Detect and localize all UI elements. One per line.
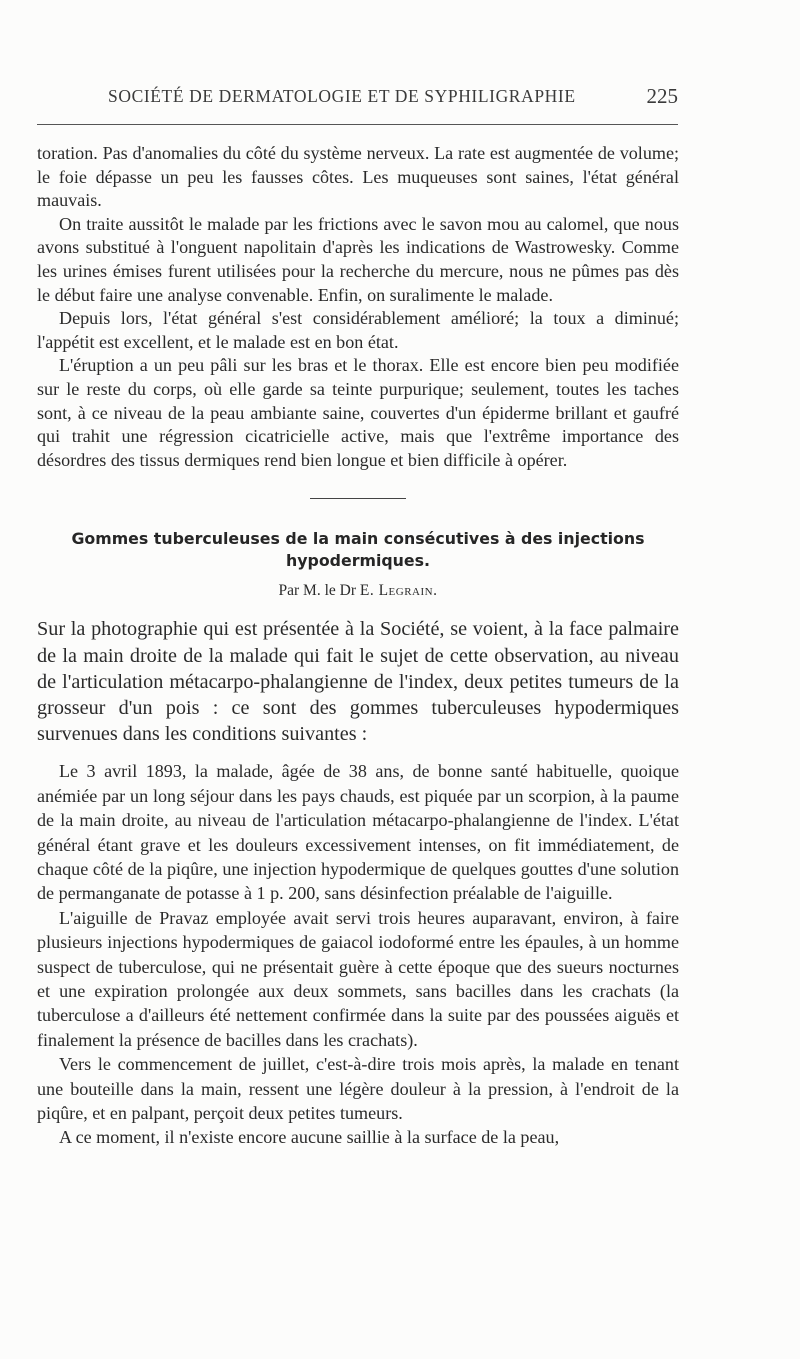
paragraph-july: Vers le commencement de juillet, c'est-à-dire trois mois après, la malade en tenant une bouteille dans la main, ressent une légère douleur à la pression, à l'endroit de la piqûre, et en palpant, perçoit deux petites tumeurs. [37, 1054, 679, 1124]
byline-prefix: Par M. le Dr [278, 582, 356, 600]
paragraph-needle: L'aiguille de Pravaz employée avait servi trois heures auparavant, environ, à faire plusieurs injections hypodermiques de gaiacol iodoformé entre les épaules, à un homme suspect de tuberculose, qui ne présentait guère à cette époque que des sueurs nocturnes et une expiration prolongée aux deux sommets, sans bacilles dans les crachats (la tuberculose a d'ailleurs été nettement confirmée dans la suite par des poussées aiguës et finalement la présence de bacilles dans les crachats). [37, 907, 679, 1050]
section-divider [310, 498, 406, 499]
paragraph-moment: A ce moment, il n'existe encore aucune saillie à la surface de la peau, [59, 1127, 560, 1148]
header-rule [37, 124, 678, 125]
paragraph-case-history: Le 3 avril 1893, la malade, âgée de 38 ans, de bonne santé habituelle, quoique anémiée par un long séjour dans les pays chauds, est piquée par un scorpion, à la paume de la main droite, au niveau de l'articulation métacarpo-phalangienne de l'index. L'état général étant grave et les douleurs excessivement intenses, on fit immédiatement, de chaque côté de la piqûre, une injection hypodermique de quelques gouttes d'une solution de permanganate de potasse à 1 p. 200, sans désinfection préalable de l'aiguille. [37, 761, 679, 904]
article-body [37, 759, 679, 1150]
article-title-line-2: hypodermiques. [285, 551, 431, 571]
text-block [37, 142, 679, 1150]
page-number: 225 [646, 84, 678, 108]
paragraph-continuation: toration. Pas d'anomalies du côté du système nerveux. La rate est augmentée de volume; le foie dépasse un peu les fausses côtes. Les muqueuses sont saines, l'état général mauvais. [37, 143, 679, 211]
article-byline [37, 580, 679, 602]
paragraph-eruption: L'éruption a un peu pâli sur les bras et le thorax. Elle est encore bien peu modifiée sur le reste du corps, où elle garde sa teinte purpurique; seulement, toutes les taches sont, à ce niveau de la peau ambiante saine, couvertes d'un épiderme brillant et gaufré qui trahit une régression cicatricielle active, mais que l'extrême importance des désordres des tissus dermiques rend bien longue et bien difficile à opérer. [37, 355, 679, 470]
paragraph-treatment: On traite aussitôt le malade par les frictions avec le savon mou au calomel, que nous avons substitué à l'onguent napolitain d'après les indications de Wastrowesky. Comme les urines émises furent utilisées pour la recherche du mercure, nous ne pûmes pas dès le début faire une analyse convenable. Enfin, on suralimente le malade. [37, 213, 679, 305]
article-title [37, 528, 679, 572]
running-title: SOCIÉTÉ DE DERMATOLOGIE ET DE SYPHILIGRAPHIE [108, 86, 576, 106]
running-head [108, 86, 678, 114]
article-title-line-1: Gommes tuberculeuses de la main consécutives à des injections [71, 529, 645, 549]
byline-author: E. Legrain. [359, 582, 438, 600]
paragraph-improvement: Depuis lors, l'état général s'est considérablement amélioré; la toux a diminué; l'appétit est excellent, et le malade est en bon état. [37, 308, 679, 352]
article-lead-paragraph: Sur la photographie qui est présentée à la Société, se voient, à la face palmaire de la main droite de la malade qui fait le sujet de cette observation, au niveau de l'articulation métacarpo-phalangienne de l'index, deux petites tumeurs de la grosseur d'un pois : ce sont des gommes tuberculeuses hypodermiques survenues dans les conditions suivantes : [37, 618, 679, 746]
